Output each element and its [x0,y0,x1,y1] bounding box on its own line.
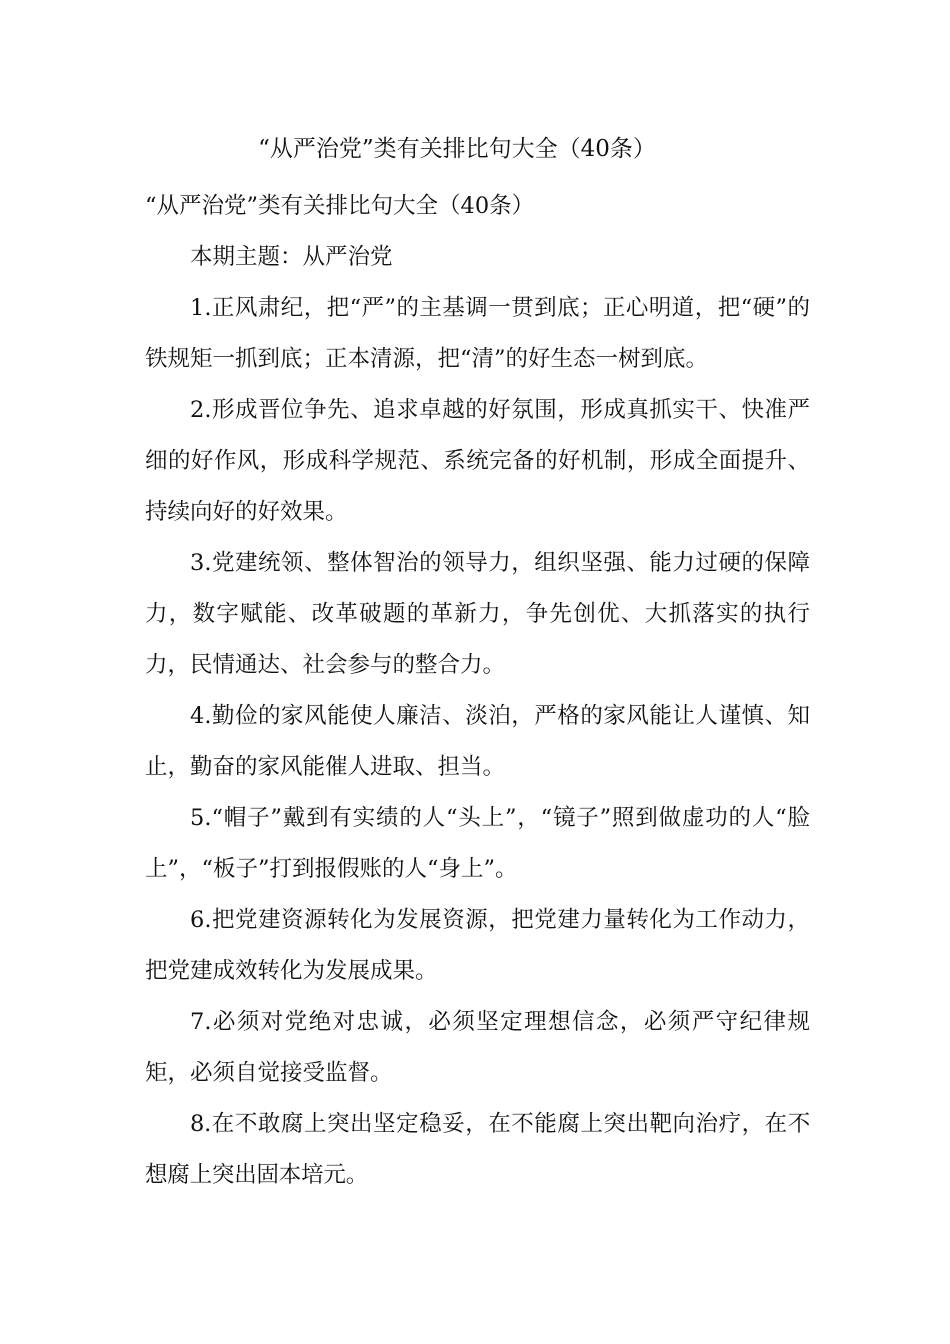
document-subtitle: “从严治党”类有关排比句大全（40条） [145,193,535,219]
paragraph-7: 7.必须对党绝对忠诚，必须坚定理想信念，必须严守纪律规矩，必须自觉接受监督。 [145,1009,810,1086]
paragraph-1: 1.正风肃纪，把“严”的主基调一贯到底；正心明道，把“硬”的铁规矩一抓到底；正本清源，把“清”的好生态一树到底。 [145,295,810,372]
paragraph-4: 4.勤俭的家风能使人廉洁、淡泊，严格的家风能让人谨慎、知止，勤奋的家风能催人进取、担当。 [145,703,810,780]
paragraph-6: 6.把党建资源转化为发展资源，把党建力量转化为工作动力，把党建成效转化为发展成果。 [145,907,810,984]
document-body [145,181,810,1201]
document-title [0,132,950,166]
theme-line: 本期主题：从严治党 [190,244,393,270]
paragraph-8: 8.在不敢腐上突出坚定稳妥，在不能腐上突出靶向治疗，在不想腐上突出固本培元。 [145,1111,810,1188]
paragraph-5: 5.“帽子”戴到有实绩的人“头上”，“镜子”照到做虚功的人“脸上”，“板子”打到报假账的人“身上”。 [145,805,810,882]
paragraph-2: 2.形成晋位争先、追求卓越的好氛围，形成真抓实干、快准严细的好作风，形成科学规范、系统完备的好机制，形成全面提升、持续向好的好效果。 [145,397,810,525]
paragraph-3: 3.党建统领、整体智治的领导力，组织坚强、能力过硬的保障力，数字赋能、改革破题的革新力，争先创优、大抓落实的执行力，民情通达、社会参与的整合力。 [145,550,810,678]
document-title-text: “从严治党”类有关排比句大全（40条） [258,136,656,162]
